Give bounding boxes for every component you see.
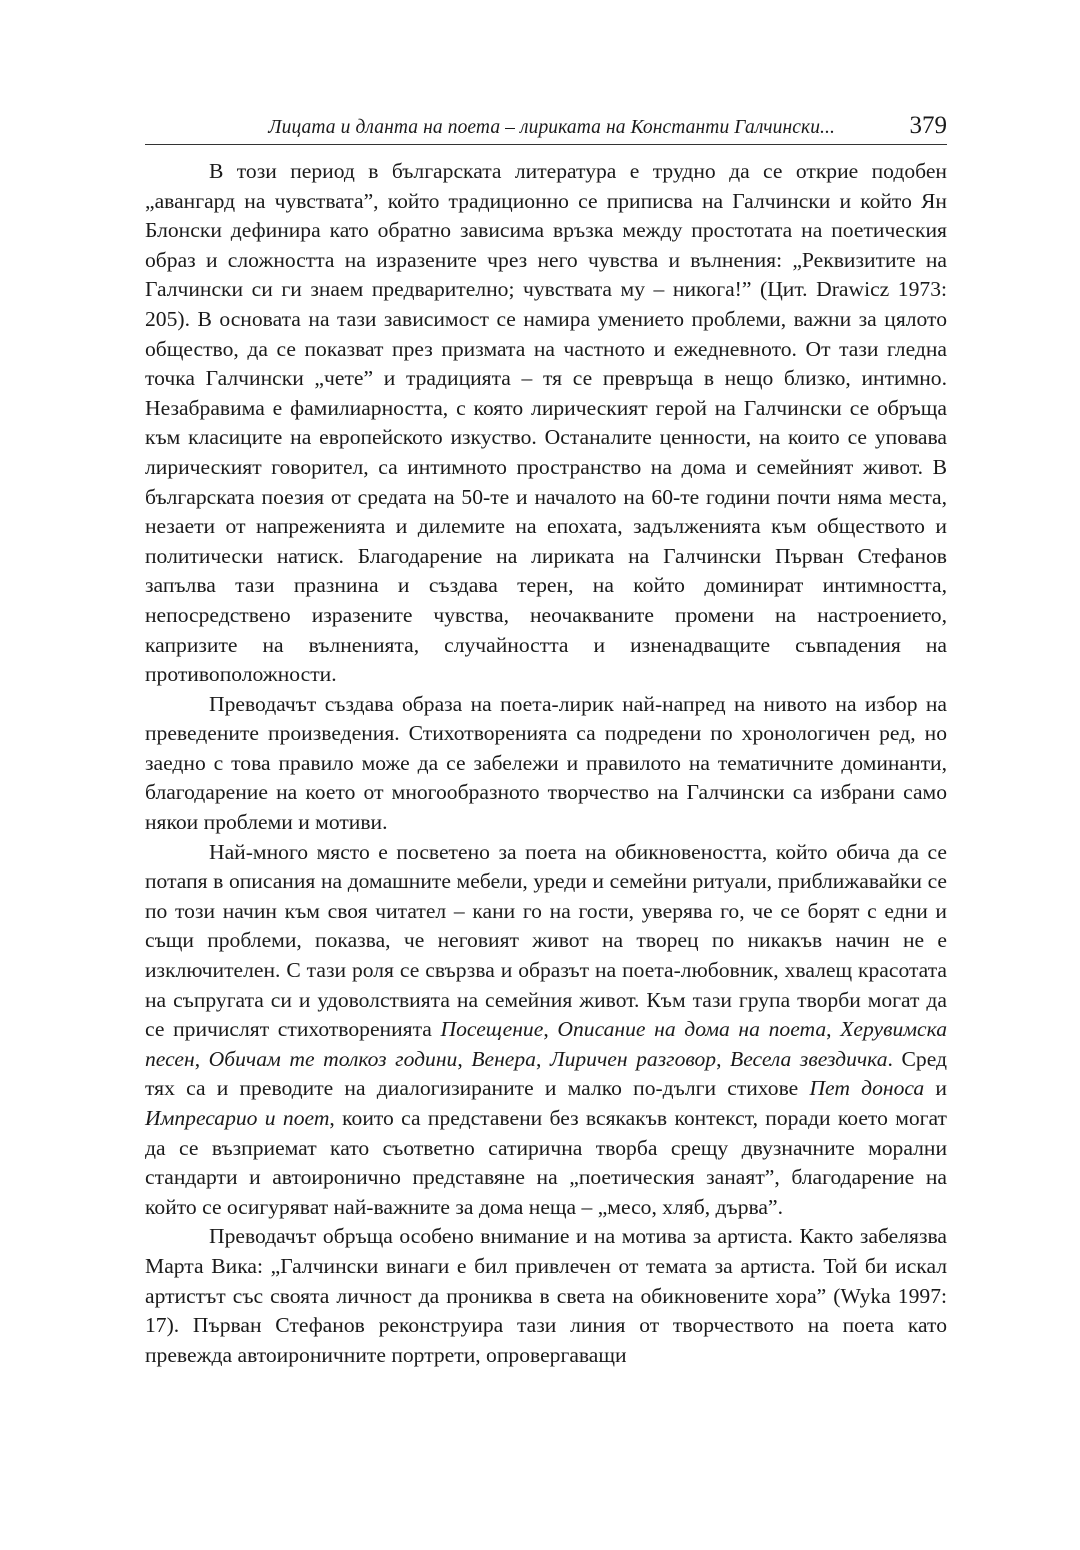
italic-title: Херувимска песен [145,1017,947,1071]
italic-title: Посещение [440,1017,544,1042]
italic-title: Обичам те толкоз години [208,1046,458,1071]
body-text [145,157,947,1370]
text-run: Преводачът обръща особено внимание и на мотива за артиста. Както забелязва Марта Вика: „Галчински винаги е бил привлечен от темата за артиста. Той би искал артистът със своята личност да прониква в света на обикновените хора” (Wyka 1997: 17). Първан Стефанов реконструира тази линия от творчеството на поета като превежда автоироничните портрети, опровергаващи [145,1224,947,1367]
text-run: В този период в българската литература е трудно да се открие подобен „авангард на чувствата”, който традиционно се приписва на Галчински и който Ян Блонски дефинира като обратно зависима връзка между простотата на поетическия образ и сложността на изразените чрез него чувства и вълнения: „Реквизитите на Галчински си ги знаем предварително; чувствата му – никога!” (Цит. Drawicz 1973: 205). В основата на тази зависимост се намира умението проблеми, важни за цялото общество, да се показват през призмата на частното и ежедневното. От тази гледна точка Галчински „чете” и традицията – тя се превръща в нещо близко, интимно. Незабравима е фамилиарността, с която лирическият герой на Галчински се обръща към класиците на европейското изкуство. Останалите ценности, на които се уповава лирическият говорител, са интимното пространство на дома и семейният живот. В българската поезия от средата на 50-те и началото на 60-те години почти няма места, незаети от напреженията и дилемите на епохата, задълженията към обществото и политически натиск. Благодарение на лириката на Галчински Първан Стефанов запълва тази празнина и създава терен, на който доминират интимността, непосредствено изразените чувства, неочакваните промени на настроението, капризите на вълненията, случайността и изненадващите съвпадения на противоположности. [145,159,947,687]
paragraph [145,690,947,838]
text-run: , [826,1017,841,1042]
paragraph [145,1222,947,1370]
text-run: , [194,1046,209,1071]
italic-title: Венера [471,1046,536,1071]
text-run: Преводачът създава образа на поета-лирик най-напред на нивото на избор на преведените произведения. Стихотворенията са подредени по хронологичен ред, но заедно с това правило може да се забележи и правилото на тематичните доминанти, благодарение на което от многообразното творчество на Галчински са избрани само някои проблеми и мотиви. [145,691,947,835]
text-run: , [716,1046,731,1071]
italic-title: Весела звездичка [730,1046,888,1071]
text-run: . Сред тях са и преводите на диалогизираните и малко по-дълги стихове [145,1046,947,1101]
italic-title: Лиричен разговор [549,1046,717,1071]
page-number: 379 [909,112,947,139]
text-run: , [543,1017,558,1042]
paragraph [145,838,947,1223]
text-run: , които са представени без всякакъв контекст, поради което могат да се възприемат като съответно сатирична творба срещу двузначните морални стандарти и автоиронично представяне на „поетическия занаят”, благодарение на който се осигуряват най-важните за дома неща – „месо, хляб, дърва”. [145,1106,947,1219]
text-run: и [924,1076,947,1101]
text-run: Най-много място е посветено за поета на обикновеността, който обича да се потапя в описания на домашните мебели, уреди и семейни ритуали, приближавайки се по този начин към своя читател – кани го на гости, уверява го, че се борят с едни и същи проблеми, показва, че неговият живот на творец по никакъв начин не е изключителен. С тази роля се свързва и образът на поета-любовник, хвалещ красотата на съпругата си и удоволствията на семейния живот. Към тази група творби могат да се причислят стихотворенията [145,839,947,1042]
italic-title: Описание на дома на поета [557,1017,827,1042]
italic-title: Пет доноса [809,1076,925,1101]
text-run: , [457,1046,472,1071]
text-run: , [535,1046,550,1071]
paragraph [145,157,947,690]
book-page [145,110,947,1370]
running-header [145,110,947,145]
italic-title: Импресарио и поет [145,1106,330,1130]
running-title: Лицата и дланта на поета – лириката на Константи Галчински... [268,117,835,138]
